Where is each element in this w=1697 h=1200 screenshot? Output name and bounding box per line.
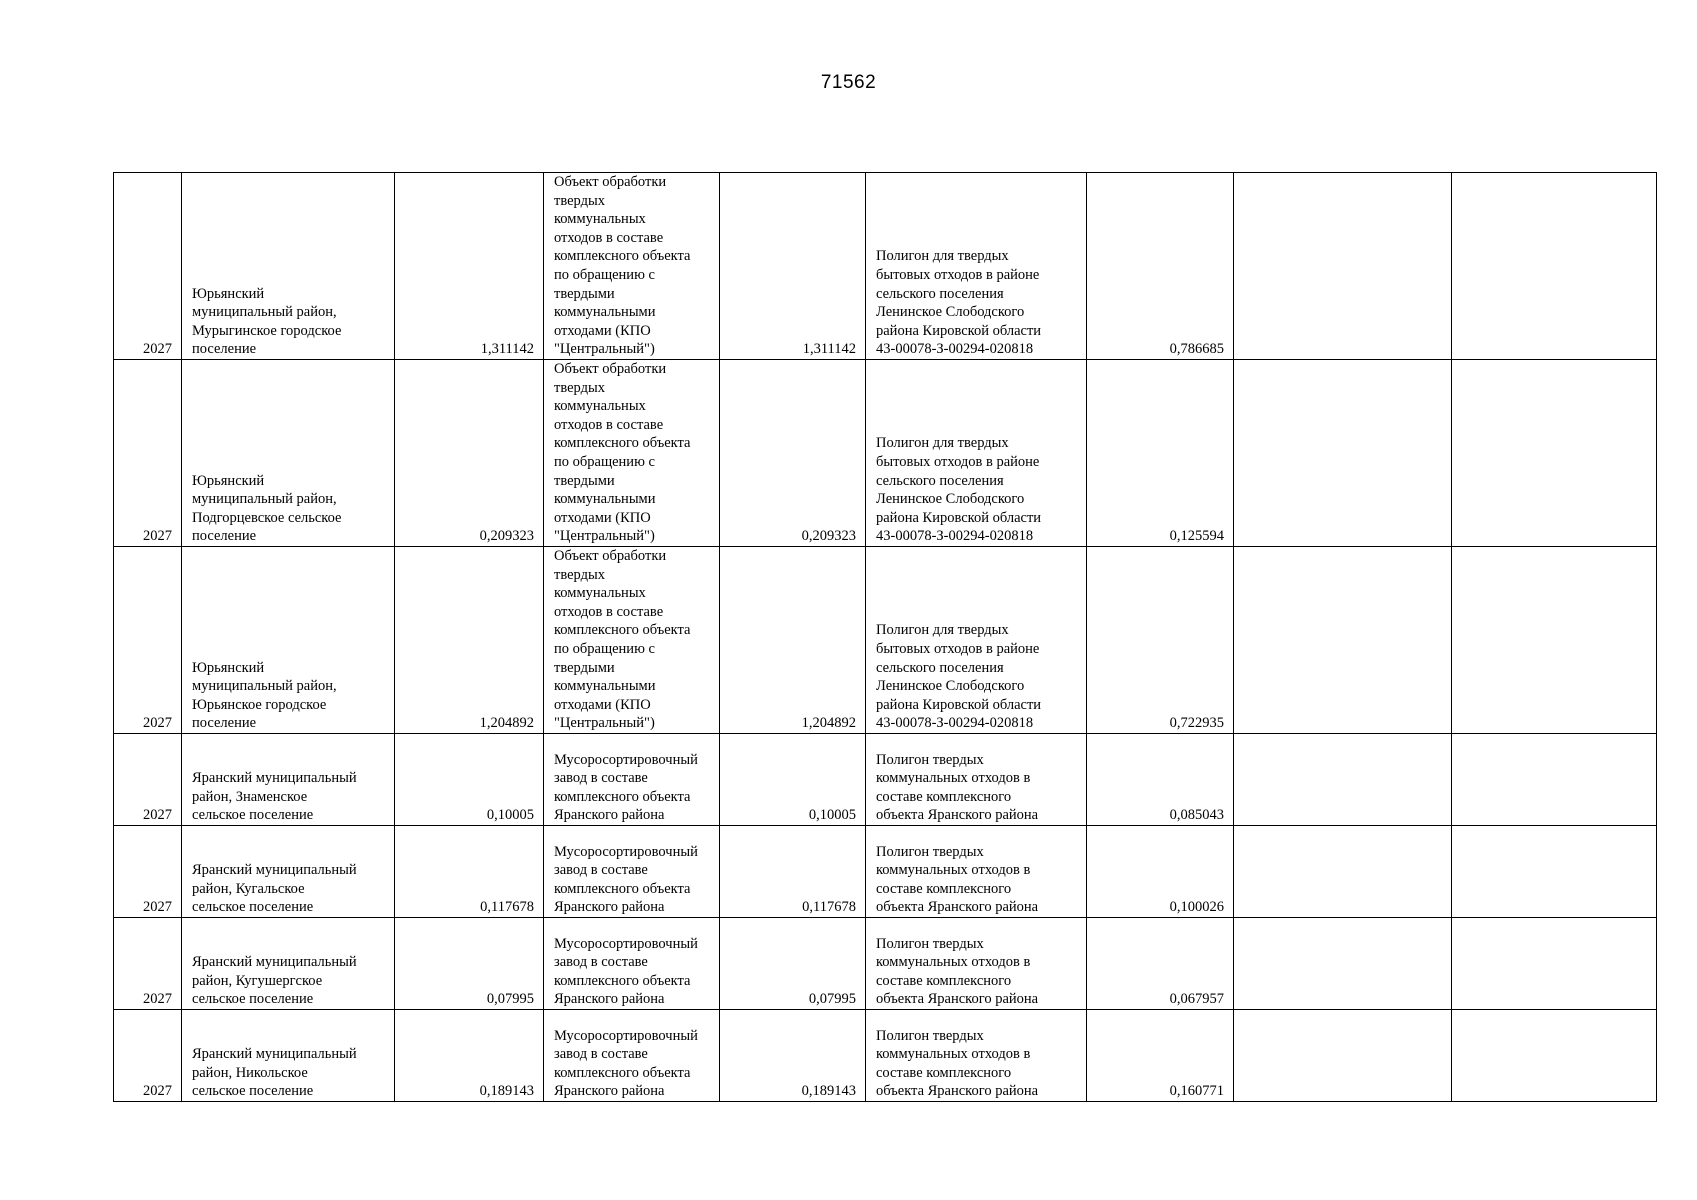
- facility-volume-cell: 0,10005: [720, 734, 866, 826]
- year-cell: 2027: [114, 173, 182, 360]
- landfill-cell: Полигон для твердых бытовых отходов в районе сельского поселения Ленинское Слободского района Кировской области 43-00078-З-00294-020818: [866, 360, 1087, 547]
- table-row: [114, 173, 1657, 360]
- empty-cell: [1452, 826, 1657, 918]
- table-row: [114, 918, 1657, 1010]
- facility-volume-cell: 1,204892: [720, 547, 866, 734]
- table-row: [114, 826, 1657, 918]
- facility-volume-cell: 1,311142: [720, 173, 866, 360]
- table-body: [114, 173, 1657, 1102]
- empty-cell: [1234, 547, 1452, 734]
- facility-volume-cell: 0,117678: [720, 826, 866, 918]
- year-cell: 2027: [114, 918, 182, 1010]
- empty-cell: [1452, 547, 1657, 734]
- landfill-cell: Полигон твердых коммунальных отходов в составе комплексного объекта Яранского района: [866, 826, 1087, 918]
- empty-cell: [1234, 173, 1452, 360]
- landfill-cell: Полигон твердых коммунальных отходов в составе комплексного объекта Яранского района: [866, 734, 1087, 826]
- facility-volume-cell: 0,07995: [720, 918, 866, 1010]
- landfill-volume-cell: 0,067957: [1087, 918, 1234, 1010]
- empty-cell: [1452, 173, 1657, 360]
- landfill-volume-cell: 0,722935: [1087, 547, 1234, 734]
- processing-facility-cell: Объект обработки твердых коммунальных отходов в составе комплексного объекта по обращению с твердыми коммунальными отходами (КПО "Центральный"): [544, 173, 720, 360]
- volume-cell: 0,209323: [395, 360, 544, 547]
- landfill-volume-cell: 0,100026: [1087, 826, 1234, 918]
- municipality-cell: Юрьянский муниципальный район, Подгорцевское сельское поселение: [182, 360, 395, 547]
- landfill-volume-cell: 0,085043: [1087, 734, 1234, 826]
- landfill-volume-cell: 0,125594: [1087, 360, 1234, 547]
- processing-facility-cell: Объект обработки твердых коммунальных отходов в составе комплексного объекта по обращению с твердыми коммунальными отходами (КПО "Центральный"): [544, 360, 720, 547]
- municipality-cell: Юрьянский муниципальный район, Мурыгинское городское поселение: [182, 173, 395, 360]
- empty-cell: [1234, 826, 1452, 918]
- municipality-cell: Яранский муниципальный район, Кугальское сельское поселение: [182, 826, 395, 918]
- page-number: 71562: [820, 72, 877, 93]
- volume-cell: 0,07995: [395, 918, 544, 1010]
- empty-cell: [1452, 360, 1657, 547]
- facility-volume-cell: 0,189143: [720, 1010, 866, 1102]
- volume-cell: 0,10005: [395, 734, 544, 826]
- volume-cell: 0,117678: [395, 826, 544, 918]
- year-cell: 2027: [114, 734, 182, 826]
- table-row: [114, 360, 1657, 547]
- municipality-cell: Яранский муниципальный район, Знаменское сельское поселение: [182, 734, 395, 826]
- empty-cell: [1452, 734, 1657, 826]
- table-row: [114, 734, 1657, 826]
- empty-cell: [1234, 734, 1452, 826]
- municipality-cell: Яранский муниципальный район, Кугушергское сельское поселение: [182, 918, 395, 1010]
- facility-volume-cell: 0,209323: [720, 360, 866, 547]
- year-cell: 2027: [114, 360, 182, 547]
- landfill-volume-cell: 0,160771: [1087, 1010, 1234, 1102]
- municipality-cell: Яранский муниципальный район, Никольское сельское поселение: [182, 1010, 395, 1102]
- processing-facility-cell: Мусоросортировочный завод в составе комплексного объекта Яранского района: [544, 826, 720, 918]
- empty-cell: [1452, 1010, 1657, 1102]
- landfill-volume-cell: 0,786685: [1087, 173, 1234, 360]
- processing-facility-cell: Мусоросортировочный завод в составе комплексного объекта Яранского района: [544, 734, 720, 826]
- empty-cell: [1234, 1010, 1452, 1102]
- landfill-cell: Полигон для твердых бытовых отходов в районе сельского поселения Ленинское Слободского района Кировской области 43-00078-З-00294-020818: [866, 547, 1087, 734]
- volume-cell: 1,204892: [395, 547, 544, 734]
- year-cell: 2027: [114, 1010, 182, 1102]
- table-row: [114, 1010, 1657, 1102]
- volume-cell: 0,189143: [395, 1010, 544, 1102]
- municipality-cell: Юрьянский муниципальный район, Юрьянское городское поселение: [182, 547, 395, 734]
- processing-facility-cell: Мусоросортировочный завод в составе комплексного объекта Яранского района: [544, 1010, 720, 1102]
- empty-cell: [1452, 918, 1657, 1010]
- volume-cell: 1,311142: [395, 173, 544, 360]
- year-cell: 2027: [114, 826, 182, 918]
- empty-cell: [1234, 360, 1452, 547]
- table-row: [114, 547, 1657, 734]
- empty-cell: [1234, 918, 1452, 1010]
- waste-flow-table: [113, 172, 1657, 1102]
- landfill-cell: Полигон для твердых бытовых отходов в районе сельского поселения Ленинское Слободского района Кировской области 43-00078-З-00294-020818: [866, 173, 1087, 360]
- landfill-cell: Полигон твердых коммунальных отходов в составе комплексного объекта Яранского района: [866, 1010, 1087, 1102]
- processing-facility-cell: Объект обработки твердых коммунальных отходов в составе комплексного объекта по обращению с твердыми коммунальными отходами (КПО "Центральный"): [544, 547, 720, 734]
- processing-facility-cell: Мусоросортировочный завод в составе комплексного объекта Яранского района: [544, 918, 720, 1010]
- landfill-cell: Полигон твердых коммунальных отходов в составе комплексного объекта Яранского района: [866, 918, 1087, 1010]
- year-cell: 2027: [114, 547, 182, 734]
